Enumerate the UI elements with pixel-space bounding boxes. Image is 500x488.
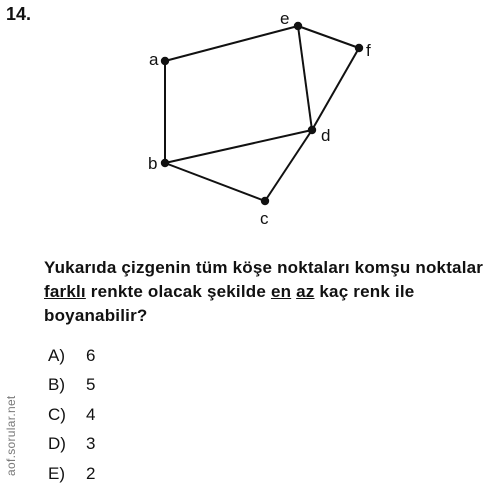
site-watermark: aof.sorular.net xyxy=(4,395,18,476)
option-letter: D) xyxy=(48,434,66,454)
edge-d-e xyxy=(298,26,312,130)
option-value: 3 xyxy=(86,434,96,454)
question-number: 14. xyxy=(6,4,32,24)
vertex-label-a: a xyxy=(149,50,159,69)
graph-vertices xyxy=(161,22,363,205)
emphasized-word: farklı xyxy=(44,282,86,301)
emphasized-word: az xyxy=(296,282,315,301)
edge-a-e xyxy=(165,26,298,61)
option-letter: C) xyxy=(48,404,66,424)
vertex-f xyxy=(355,44,363,52)
question-text xyxy=(44,256,492,328)
vertex-label-f: f xyxy=(366,41,371,60)
answer-options xyxy=(48,341,95,488)
vertex-c xyxy=(261,197,269,205)
graph-edges xyxy=(165,26,359,201)
vertex-label-d: d xyxy=(321,126,331,145)
vertex-e xyxy=(294,22,302,30)
vertex-label-e: e xyxy=(280,9,290,28)
option-5[interactable] xyxy=(48,370,95,399)
option-letter: A) xyxy=(48,346,65,365)
edge-f-d xyxy=(312,48,359,130)
emphasized-word: en xyxy=(270,282,292,301)
option-4[interactable] xyxy=(48,400,95,429)
edge-b-c xyxy=(165,163,265,201)
vertex-a xyxy=(161,57,169,65)
option-letter: B) xyxy=(48,375,65,395)
vertex-label-b: b xyxy=(148,154,158,173)
option-value: 2 xyxy=(86,463,96,483)
vertex-d xyxy=(308,126,316,134)
vertex-label-c: c xyxy=(260,209,269,228)
question-text-part: kaç renk ile boyanabilir? xyxy=(44,282,415,325)
option-letter: E) xyxy=(48,463,65,483)
option-value: 5 xyxy=(86,375,96,395)
option-value: 4 xyxy=(86,404,96,424)
edge-b-d xyxy=(165,130,312,163)
option-3[interactable] xyxy=(48,429,95,458)
edge-e-f xyxy=(298,26,359,48)
question-text-part: renkte olacak şekilde xyxy=(85,282,271,301)
option-6[interactable] xyxy=(48,341,95,370)
option-2[interactable] xyxy=(48,459,95,488)
graph-vertex-labels xyxy=(148,9,371,228)
option-value: 6 xyxy=(86,346,96,365)
edge-c-d xyxy=(265,130,312,201)
question-text-part: Yukarıda çizgenin tüm köşe noktaları komşu noktalar xyxy=(44,258,484,277)
vertex-b xyxy=(161,159,169,167)
